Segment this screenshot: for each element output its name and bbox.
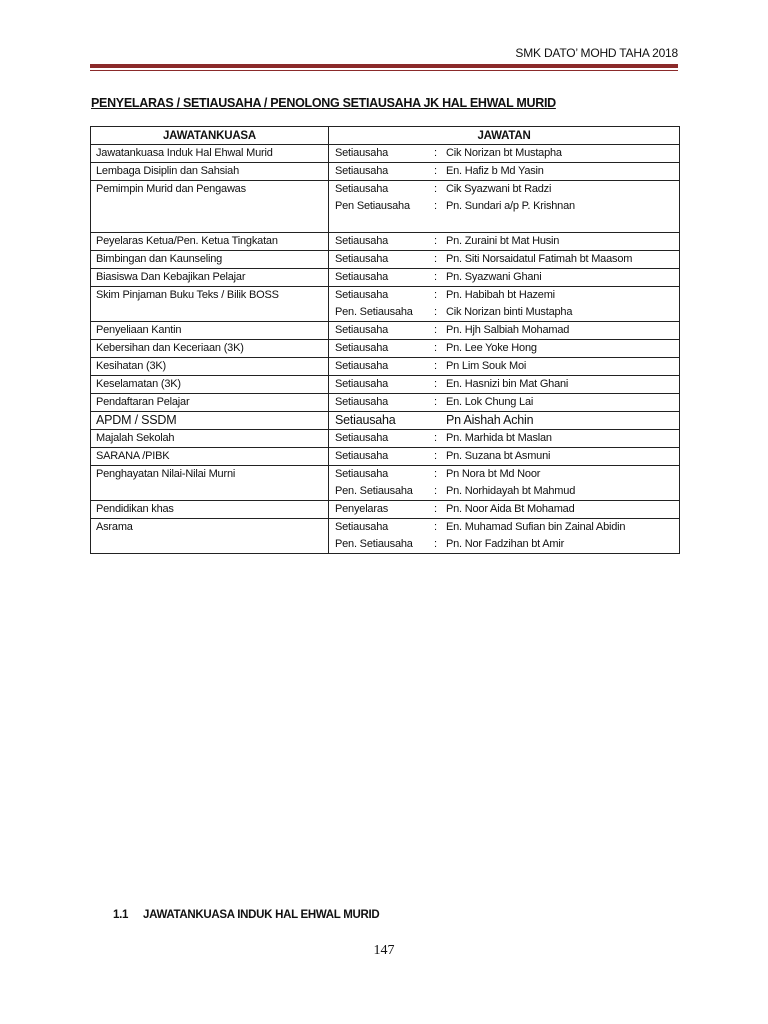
position-holder: En. Hasnizi bin Mat Ghani [446,378,569,390]
section-title: JAWATANKUASA INDUK HAL EHWAL MURID [143,909,380,921]
committee-cell [91,145,329,163]
position-line [334,466,679,483]
position-cell [329,501,680,519]
position-line [334,181,679,198]
position-line [334,304,679,321]
position-holder: Cik Norizan binti Mustapha [446,306,573,318]
position-line [334,376,679,393]
table-row [91,269,680,287]
position-cell [329,430,680,448]
position-holder: Pn. Nor Fadzihan bt Amir [446,538,565,550]
position-holder: Pn. Suzana bt Asmuni [446,450,551,462]
position-line [334,358,679,375]
position-cell [329,322,680,340]
committee-cell [91,287,329,322]
committee-name: Peyelaras Ketua/Pen. Ketua Tingkatan [96,235,278,247]
position-role: Setiausaha [335,521,389,533]
committee-name: SARANA /PIBK [96,450,170,462]
position-line [334,448,679,465]
position-cell [329,340,680,358]
committee-name: Penyeliaan Kantin [96,324,182,336]
position-role: Setiausaha [335,165,389,177]
position-colon: : [434,521,437,533]
committee-name: Jawatankuasa Induk Hal Ehwal Murid [96,147,273,159]
position-holder: Pn. Marhida bt Maslan [446,432,552,444]
position-colon: : [434,183,437,195]
position-cell [329,448,680,466]
position-role [334,215,434,232]
position-role: Setiausaha [335,271,389,283]
committee-cell [91,322,329,340]
committee-cell [91,412,329,430]
position-role: Setiausaha [335,183,389,195]
position-cell [329,358,680,376]
position-role: Setiausaha [335,253,389,265]
position-line [334,430,679,447]
position-colon: : [434,342,437,354]
committee-name: Kebersihan dan Keceriaan (3K) [96,342,244,354]
position-line [334,198,679,215]
position-role: Setiausaha [335,147,389,159]
position-colon [434,215,446,232]
position-role: Setiausaha [335,468,389,480]
position-colon: : [434,253,437,265]
committee-cell [91,519,329,554]
page-title: PENYELARAS / SETIAUSAHA / PENOLONG SETIAUSAHA JK HAL EHWAL MURID [91,96,556,110]
committee-name: Biasiswa Dan Kebajikan Pelajar [96,271,246,283]
table-row [91,181,680,233]
table-row [91,233,680,251]
committee-cell [91,448,329,466]
table-row [91,251,680,269]
header-rule-thick [90,64,678,68]
position-line [334,215,679,232]
committee-name: Pendidikan khas [96,503,174,515]
section-heading [113,909,379,921]
position-role: Pen. Setiausaha [335,485,413,497]
position-line [334,287,679,304]
position-colon: : [434,289,437,301]
table-row [91,322,680,340]
position-role: Setiausaha [335,450,389,462]
position-cell [329,251,680,269]
position-line [334,536,679,553]
position-line [334,519,679,536]
committee-cell [91,466,329,501]
position-role: Pen. Setiausaha [335,306,413,318]
table-row [91,448,680,466]
committee-name: Majalah Sekolah [96,432,175,444]
position-colon: : [434,396,437,408]
position-role: Setiausaha [335,396,389,408]
table-header-row [91,127,680,145]
position-cell [329,163,680,181]
committee-cell [91,358,329,376]
committee-cell [91,376,329,394]
position-line [334,340,679,357]
position-colon: : [434,378,437,390]
position-line [334,483,679,500]
position-line [334,501,679,518]
position-holder: Pn Lim Souk Moi [446,360,527,372]
table-row [91,163,680,181]
header-rule-thin [90,70,678,71]
committee-name: Keselamatan (3K) [96,378,181,390]
committee-name: Bimbingan dan Kaunseling [96,253,223,265]
position-holder: Pn. Siti Norsaidatul Fatimah bt Maasom [446,253,633,265]
position-cell [329,466,680,501]
position-colon: : [434,432,437,444]
position-colon: : [434,450,437,462]
position-holder: Pn. Hjh Salbiah Mohamad [446,324,570,336]
running-header: SMK DATO’ MOHD TAHA 2018 [515,46,678,60]
position-role: Setiausaha [335,360,389,372]
position-line [334,322,679,339]
position-holder: En. Muhamad Sufian bin Zainal Abidin [446,521,626,533]
position-holder: En. Hafiz b Md Yasin [446,165,544,177]
position-colon: : [434,538,437,550]
position-colon: : [434,165,437,177]
table-row [91,145,680,163]
position-line [334,394,679,411]
committee-name: Skim Pinjaman Buku Teks / Bilik BOSS [96,289,279,301]
position-cell [329,376,680,394]
committee-cell [91,394,329,412]
position-holder: Pn Nora bt Md Noor [446,468,541,480]
page-number: 147 [373,943,395,958]
position-holder: Pn Aishah Achin [446,413,534,427]
table-row [91,340,680,358]
committee-cell [91,340,329,358]
position-holder: Pn. Lee Yoke Hong [446,342,537,354]
table-body [91,145,680,554]
position-line [334,163,679,180]
position-colon: : [434,235,437,247]
position-cell [329,269,680,287]
position-cell [329,394,680,412]
header-committee: JAWATANKUASA [91,127,329,145]
position-role: Setiausaha [335,324,389,336]
position-holder: Cik Norizan bt Mustapha [446,147,562,159]
position-cell [329,181,680,233]
position-cell [329,519,680,554]
position-cell [329,233,680,251]
position-colon: : [434,147,437,159]
table-row [91,412,680,430]
committee-name: Asrama [96,521,133,533]
committee-name: Pemimpin Murid dan Pengawas [96,183,246,195]
position-colon: : [434,306,437,318]
table-row [91,466,680,501]
position-role: Setiausaha [335,413,396,427]
table-row [91,501,680,519]
committee-cell [91,233,329,251]
position-colon: : [434,360,437,372]
position-colon: : [434,468,437,480]
committee-cell [91,269,329,287]
position-holder: Pn. Zuraini bt Mat Husin [446,235,560,247]
position-cell [329,287,680,322]
committee-cell [91,501,329,519]
position-colon: : [434,485,437,497]
position-colon: : [434,503,437,515]
position-line [334,145,679,162]
position-holder: Pn. Noor Aida Bt Mohamad [446,503,575,515]
position-colon: : [434,200,437,212]
position-role: Pen Setiausaha [335,200,410,212]
committee-cell [91,251,329,269]
position-holder: En. Lok Chung Lai [446,396,534,408]
table-row [91,376,680,394]
committee-cell [91,181,329,233]
position-holder [446,215,679,232]
committee-name: APDM / SSDM [96,413,177,427]
table-row [91,519,680,554]
position-role: Pen. Setiausaha [335,538,413,550]
position-line [334,269,679,286]
committee-cell [91,430,329,448]
position-role: Setiausaha [335,289,389,301]
committee-name: Pendaftaran Pelajar [96,396,190,408]
position-holder: Cik Syazwani bt Radzi [446,183,552,195]
position-line [334,233,679,250]
committee-name: Lembaga Disiplin dan Sahsiah [96,165,239,177]
position-role: Setiausaha [335,235,389,247]
position-role: Setiausaha [335,432,389,444]
position-colon [434,412,446,429]
committee-cell [91,163,329,181]
table-row [91,430,680,448]
position-holder: Pn. Sundari a/p P. Krishnan [446,200,575,212]
committee-name: Kesihatan (3K) [96,360,166,372]
position-role: Penyelaras [335,503,389,515]
table-row [91,394,680,412]
position-cell [329,145,680,163]
position-role: Setiausaha [335,378,389,390]
position-holder: Pn. Norhidayah bt Mahmud [446,485,576,497]
position-colon: : [434,324,437,336]
position-line [334,412,679,429]
position-cell [329,412,680,430]
position-role: Setiausaha [335,342,389,354]
position-holder: Pn. Habibah bt Hazemi [446,289,555,301]
table-row [91,358,680,376]
position-colon: : [434,271,437,283]
committee-table [90,126,680,554]
header-position: JAWATAN [329,127,680,145]
position-line [334,251,679,268]
position-holder: Pn. Syazwani Ghani [446,271,542,283]
table-row [91,287,680,322]
committee-name: Penghayatan Nilai-Nilai Murni [96,468,236,480]
section-number: 1.1 [113,909,129,921]
